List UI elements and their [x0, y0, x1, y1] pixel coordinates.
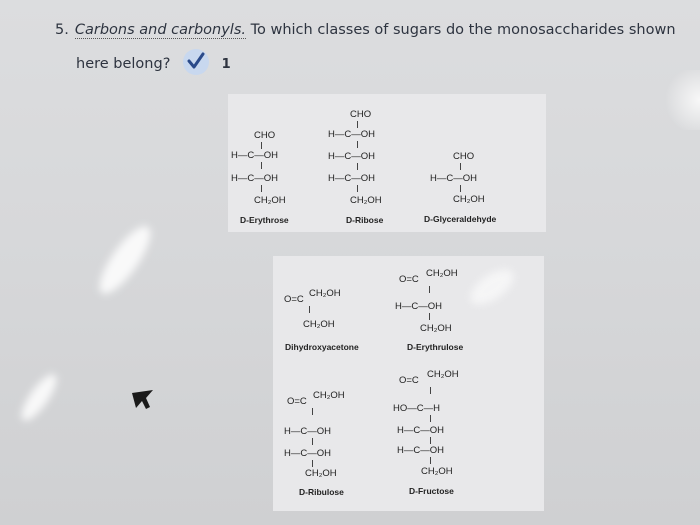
question-text — [55, 19, 676, 72]
bond — [261, 185, 262, 192]
fructose-line1b: CH₂OH — [427, 369, 459, 380]
erythrose-line3: H—C—OH — [231, 173, 278, 184]
bond — [357, 121, 358, 128]
erythrulose-line1b: CH₂OH — [426, 268, 458, 279]
bond — [357, 141, 358, 148]
erythrose-line4: CH₂OH — [254, 195, 286, 206]
ribulose-line3: H—C—OH — [284, 448, 331, 459]
bond — [430, 415, 431, 422]
ketoses-figure — [273, 256, 544, 511]
points-value: 1 — [221, 57, 231, 72]
erythrose-line2: H—C—OH — [231, 150, 278, 161]
ribose-name: D-Ribose — [346, 215, 384, 225]
glyceraldehyde-line2: H—C—OH — [430, 173, 477, 184]
erythrulose-line1: O=C — [399, 274, 419, 285]
question-topic: Carbons and carbonyls. — [74, 22, 246, 38]
ribose-line3: H—C—OH — [328, 151, 375, 162]
ribulose-line2: H—C—OH — [284, 426, 331, 437]
fructose-line1: O=C — [399, 375, 419, 386]
question-body: To which classes of sugars do the monosaccharides shown — [250, 22, 676, 38]
bond — [357, 163, 358, 170]
dihydroxyacetone-line1: O=C — [284, 294, 304, 305]
bond — [430, 457, 431, 464]
erythrulose-line2: H—C—OH — [395, 301, 442, 312]
bond — [430, 437, 431, 444]
ribulose-line1b: CH₂OH — [313, 390, 345, 401]
fructose-name: D-Fructose — [409, 486, 454, 496]
fructose-line3: H—C—OH — [397, 425, 444, 436]
erythrose-line1: CHO — [254, 130, 276, 141]
bond — [357, 185, 358, 192]
bond — [261, 162, 262, 169]
ribose-line1: CHO — [350, 109, 372, 120]
erythrulose-line3: CH₂OH — [420, 323, 452, 334]
ribulose-line4: CH₂OH — [305, 468, 337, 479]
glare-reflection — [16, 370, 62, 425]
glyceraldehyde-line1: CHO — [453, 151, 475, 162]
question-body-line2: here belong? — [76, 56, 171, 72]
bond — [312, 438, 313, 445]
checkmark-icon[interactable] — [183, 49, 209, 75]
bond — [309, 306, 310, 313]
fructose-line4: H—C—OH — [397, 445, 444, 456]
fructose-line2: HO—C—H — [393, 403, 440, 414]
glyceraldehyde-line3: CH₂OH — [453, 194, 485, 205]
aldoses-figure — [228, 94, 546, 232]
ribulose-name: D-Ribulose — [299, 487, 344, 497]
bond — [460, 163, 461, 170]
dihydroxyacetone-line2: CH₂OH — [303, 319, 335, 330]
glare-reflection — [91, 220, 158, 300]
ribose-line2: H—C—OH — [328, 129, 375, 140]
bond — [312, 460, 313, 467]
erythrulose-name: D-Erythrulose — [407, 342, 464, 352]
ribose-line5: CH₂OH — [350, 195, 382, 206]
bond — [430, 387, 431, 394]
bond — [429, 286, 430, 293]
question-line2 — [76, 51, 231, 77]
ribose-line4: H—C—OH — [328, 173, 375, 184]
glyceraldehyde-name: D-Glyceraldehyde — [424, 214, 497, 224]
bond — [312, 408, 313, 415]
mouse-cursor-icon — [131, 389, 155, 411]
fructose-line5: CH₂OH — [421, 466, 453, 477]
ribulose-line1: O=C — [287, 396, 307, 407]
dihydroxyacetone-line1b: CH₂OH — [309, 288, 341, 299]
screen-corner-glow — [660, 70, 700, 130]
dihydroxyacetone-name: Dihydroxyacetone — [285, 342, 359, 352]
bond — [261, 142, 262, 149]
bond — [429, 313, 430, 320]
question-number: 5. — [55, 22, 69, 38]
erythrose-name: D-Erythrose — [240, 215, 289, 225]
bond — [460, 185, 461, 192]
